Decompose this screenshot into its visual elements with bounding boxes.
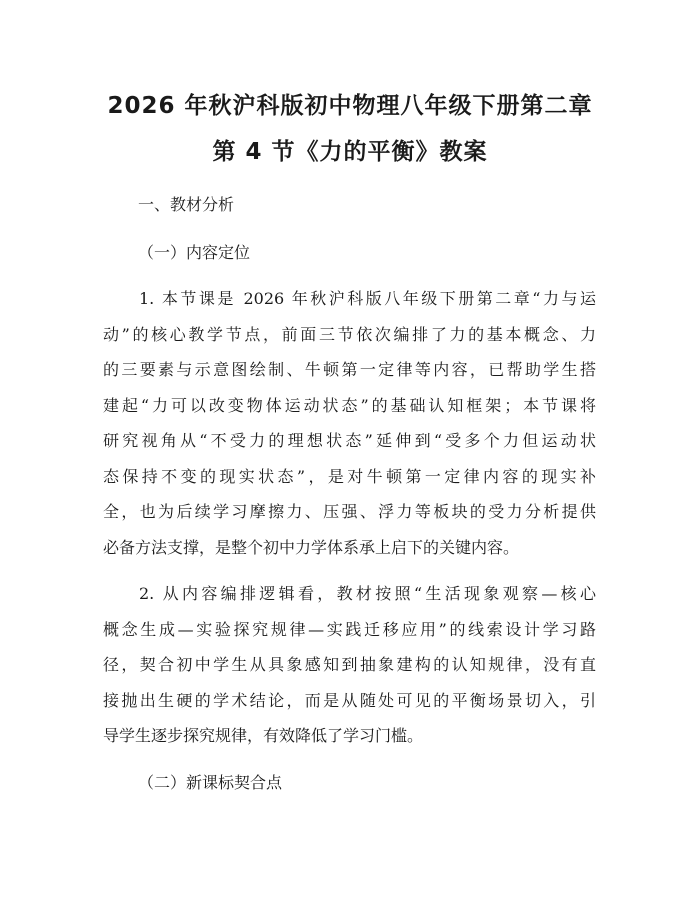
- paragraph-1-line: 动”的核心教学节点，前面三节依次编排了力的基本概念、力: [103, 324, 596, 344]
- subsection-heading-content-positioning: （一）内容定位: [138, 243, 251, 262]
- paragraph-1-line: 的三要素与示意图绘制、牛顿第一定律等内容，已帮助学生搭: [103, 360, 596, 379]
- paragraph-2-line: 径，契合初中学生从具象感知到抽象建构的认知规律，没有直: [103, 655, 596, 674]
- document-title-line-2: 第 4 节《力的平衡》教案: [212, 139, 488, 165]
- paragraph-1-line: 1. 本节课是 2026 年秋沪科版八年级下册第二章“力与运: [139, 289, 596, 308]
- paragraph-1-line: 必备方法支撑，是整个初中力学体系承上启下的关键内容。: [103, 537, 520, 557]
- paragraph-1-line: 态保持不变的现实状态”，是对牛顿第一定律内容的现实补: [103, 466, 596, 486]
- section-heading-teaching-material-analysis: 一、教材分析: [138, 195, 235, 214]
- document-title-line-1: 2026 年秋沪科版初中物理八年级下册第二章: [107, 93, 593, 119]
- subsection-heading-new-curriculum-alignment: （二）新课标契合点: [138, 773, 283, 792]
- paragraph-1-line: 建起“力可以改变物体运动状态”的基础认知框架；本节课将: [103, 395, 596, 415]
- paragraph-2-line: 概念生成—实验探究规律—实践迁移应用”的线索设计学习路: [103, 619, 596, 639]
- paragraph-2-line: 导学生逐步探究规律，有效降低了学习门槛。: [103, 726, 424, 745]
- paragraph-2: [103, 584, 596, 762]
- paragraph-2-line: 2. 从内容编排逻辑看，教材按照“生活现象观察—核心: [139, 584, 596, 603]
- paragraph-1: [103, 289, 596, 573]
- paragraph-1-line: 全，也为后续学习摩擦力、压强、浮力等板块的受力分析提供: [103, 502, 596, 521]
- paragraph-1-line: 研究视角从“不受力的理想状态”延伸到“受多个力但运动状: [103, 431, 596, 450]
- paragraph-2-line: 接抛出生硬的学术结论，而是从随处可见的平衡场景切入，引: [103, 690, 596, 710]
